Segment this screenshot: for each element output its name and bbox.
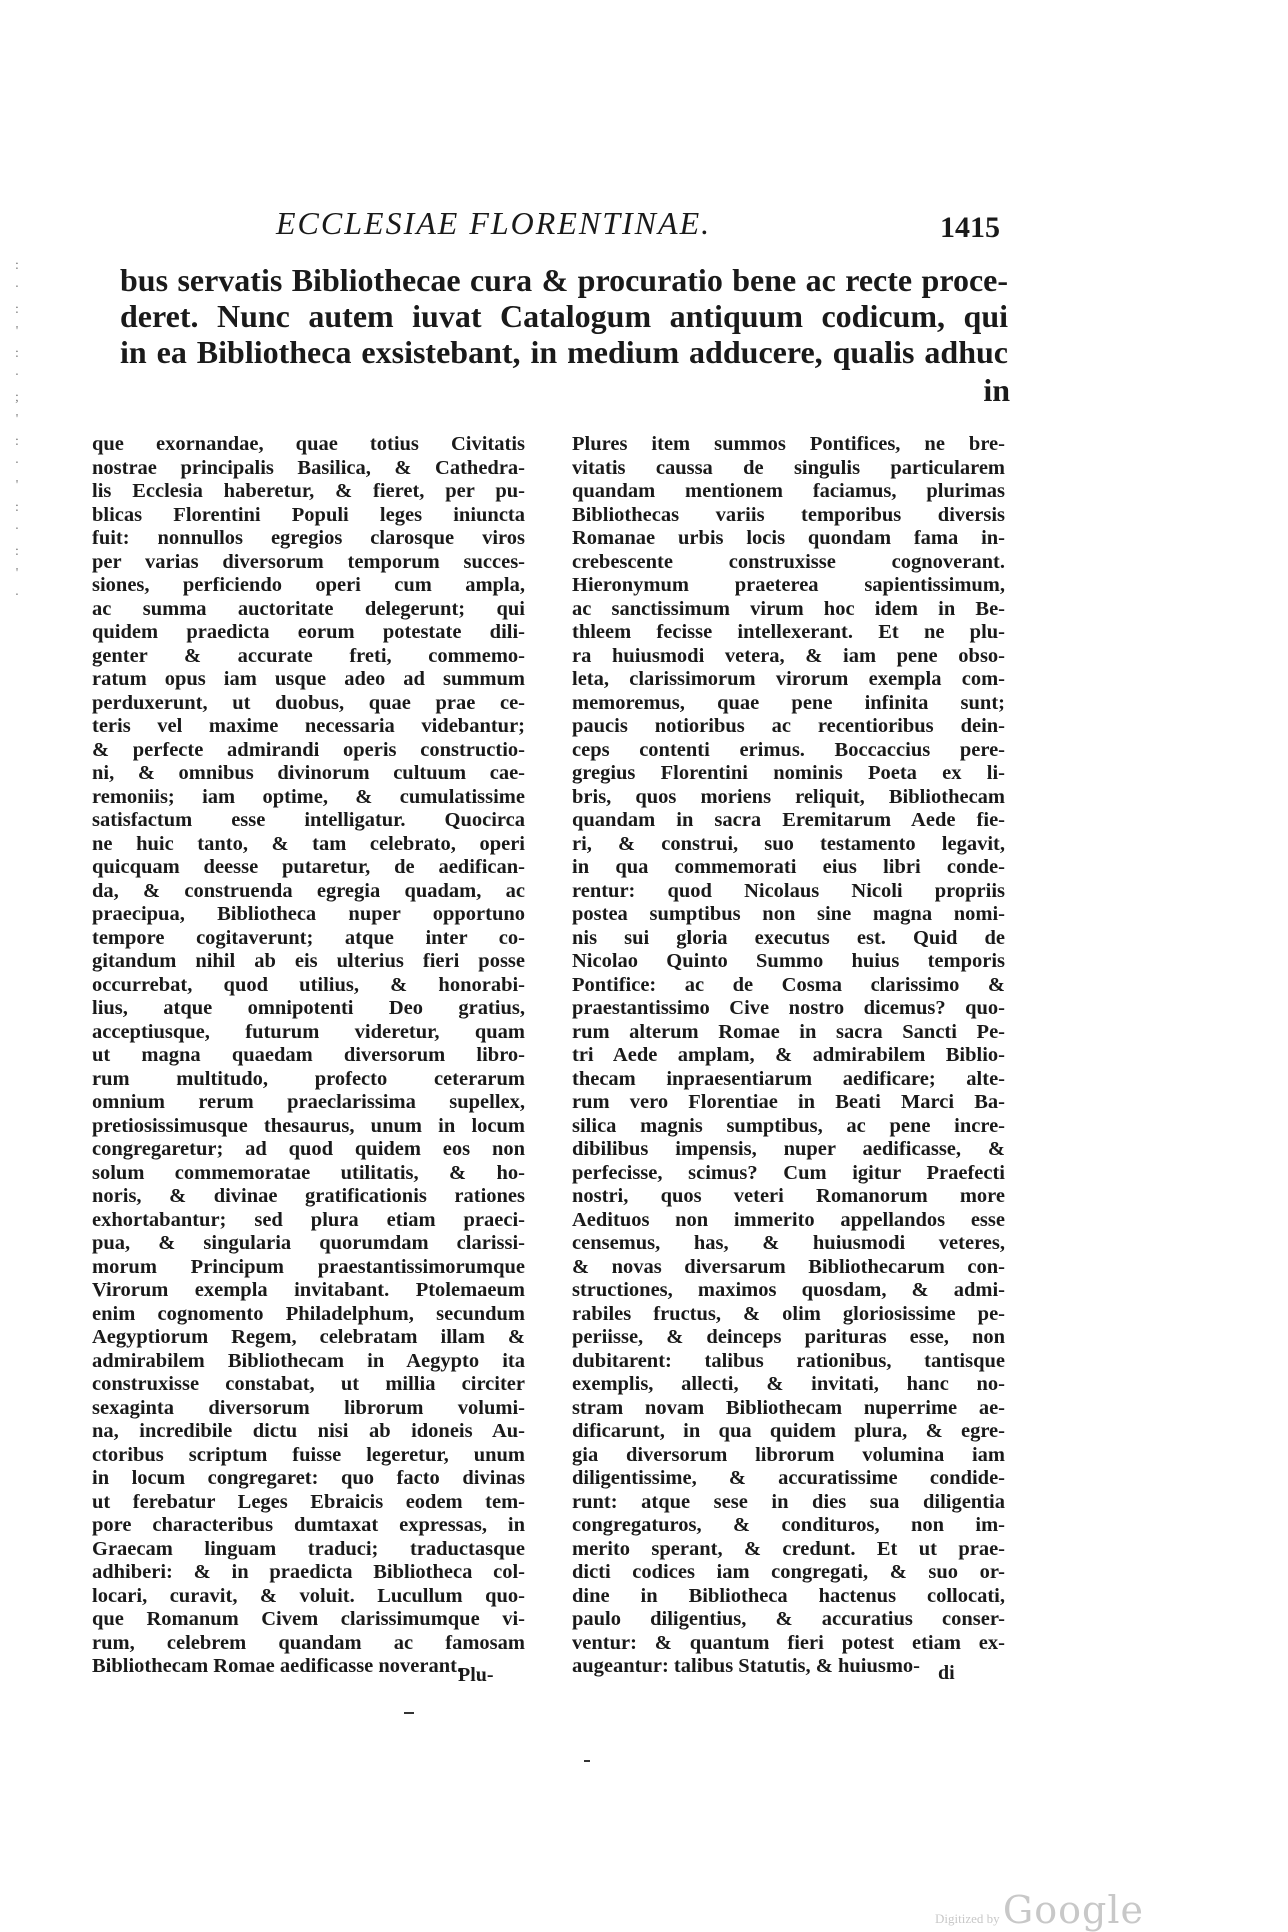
right-column-line: diligentissime, & accuratissime condide- [572,1467,1005,1489]
left-column-line: que Romanum Civem clarissimumque vi- [92,1608,525,1630]
left-column-line: quicquam deesse putaretur, de aedifican- [92,856,525,878]
left-column-line: noris, & divinae gratificationis rationes [92,1185,525,1207]
intro-line: in ea Bibliotheca exsistebant, in medium adducere, qualis adhuc [120,334,1008,370]
right-column-line: ac sanctissimum virum hoc idem in Be- [572,597,1005,620]
right-column-line: Aedituos non immerito appellandos esse [572,1208,1005,1231]
margin-mark: : [15,500,19,515]
intro-line: deret. Nunc autem iuvat Catalogum antiquum codicum, qui [120,298,1008,334]
left-column-line: fuit: nonnullos egregios clarosque viros [92,527,525,549]
left-column [92,433,525,1679]
left-column-line: ut magna quaedam diversorum libro- [92,1044,525,1066]
margin-mark: · [14,368,20,383]
right-column-line: leta, clarissimorum virorum exempla com- [572,668,1005,690]
left-column-line: Graecam linguam traduci; traductasque [92,1537,525,1560]
left-column-line: congregaretur; ad quod quidem eos non [92,1138,525,1160]
left-column-line: lius, atque omnipotenti Deo gratius, [92,997,525,1019]
margin-mark: · [14,456,20,471]
left-column-line: ratum opus iam usque adeo ad summum [92,668,525,690]
left-column-line: da, & construenda egregia quadam, ac [92,879,525,902]
right-column-line: dine in Bibliotheca hactenus collocati, [572,1584,1005,1607]
left-column-line: enim cognomento Philadelphum, secundum [92,1302,525,1325]
left-column-line: perduxerunt, ut duobus, quae prae ce- [92,691,525,714]
right-column-line: memoremus, quae pene infinita sunt; [572,691,1005,714]
left-column-line: per varias diversorum temporum succes- [92,550,525,573]
right-column-line: structiones, maximos quosdam, & admi- [572,1279,1005,1301]
page-header [276,205,1000,251]
left-column-line: pretiosissimusque thesaurus, unum in locum [92,1114,525,1137]
right-column-line: Bibliothecas variis temporibus diversis [572,503,1005,526]
right-column-line: runt: atque sese in dies sua diligentia [572,1490,1005,1513]
watermark-logo-text: Google [1002,1888,1144,1932]
left-column-line: Aegyptiorum Regem, celebratam illam & [92,1326,525,1348]
left-column-line: locari, curavit, & voluit. Lucullum quo- [92,1584,525,1607]
left-column-line: in locum congregaret: quo facto divinas [92,1467,525,1489]
margin-mark: ' [15,324,19,339]
right-column-line: dicti codices iam congregati, & suo or- [572,1561,1005,1583]
margin-mark: ; [15,390,19,405]
left-column-line: na, incredibile dictu nisi ab idoneis Au- [92,1420,525,1442]
right-column-line: crebescente construxisse cognoverant. [572,550,1005,573]
right-column-line: periisse, & deinceps parituras esse, non [572,1326,1005,1348]
right-column-line: merito sperant, & credunt. Et ut prae- [572,1537,1005,1560]
left-column-line: occurrebat, quod utilius, & honorabi- [92,973,525,996]
margin-mark: : [15,258,19,273]
right-column-line: exemplis, allecti, & invitati, hanc no- [572,1373,1005,1395]
left-column-line: tempore cogitaverunt; atque inter co- [92,926,525,949]
left-column-line: genter & accurate freti, commemo- [92,644,525,667]
left-column-line: solum commemoratae utilitatis, & ho- [92,1161,525,1184]
right-column-line: thecam inpraesentiarum aedificare; alte- [572,1067,1005,1090]
left-column-line: quidem praedicta eorum potestate dili- [92,621,525,643]
margin-mark: · [14,522,20,537]
left-column-line: & perfecte admirandi operis constructio- [92,738,525,761]
left-column-line: acceptiusque, futurum videretur, quam [92,1020,525,1043]
right-column [572,433,1005,1679]
right-column-line: nostri, quos veteri Romanorum more [572,1185,1005,1207]
right-column-line: Pontifice: ac de Cosma clarissimo & [572,973,1005,996]
left-column-line: gitandum nihil ab eis ulterius fieri posse [92,950,525,972]
left-column-line: ac summa auctoritate delegerunt; qui [92,597,525,620]
right-column-line: bris, quos moriens reliquit, Bibliothecam [572,785,1005,808]
left-column-line: ne huic tanto, & tam celebrato, operi [92,832,525,855]
margin-mark: : [15,544,19,559]
left-column-line: rum, celebrem quandam ac famosam [92,1631,525,1654]
left-column-line: satisfactum esse intelligatur. Quocirca [92,809,525,831]
left-column-line: admirabilem Bibliothecam in Aegypto ita [92,1349,525,1372]
right-column-line: dificarunt, in qua quidem plura, & egre- [572,1420,1005,1442]
right-column-line: congregaturos, & condituros, non im- [572,1514,1005,1536]
right-column-line: rum alterum Romae in sacra Sancti Pe- [572,1020,1005,1043]
left-column-line: siones, perficiendo operi cum ampla, [92,574,525,596]
left-column-line: remoniis; iam optime, & cumulatissime [92,785,525,808]
right-column-line: & novas diversarum Bibliothecarum con- [572,1255,1005,1278]
left-column-line: blicas Florentini Populi leges iniuncta [92,503,525,526]
margin-mark: · [14,280,20,295]
left-column-line: construxisse constabat, ut millia circiter [92,1373,525,1395]
right-column-line: gia diversorum librorum volumina iam [572,1443,1005,1466]
right-column-line: thleem fecisse intellexerant. Et ne plu- [572,621,1005,643]
right-column-line: ra huiusmodi vetera, & iam pene obso- [572,644,1005,667]
left-column-line: sexaginta diversorum librorum volumi- [92,1396,525,1419]
running-title: ECCLESIAE FLORENTINAE. [276,205,712,241]
left-column-line: exhortabantur; sed plura etiam praeci- [92,1208,525,1231]
left-column-line: rum multitudo, profecto ceterarum [92,1067,525,1090]
right-column-line: augeantur: talibus Statutis, & huiusmo- [572,1655,920,1677]
right-column-line: rabiles fructus, & olim gloriosissime pe- [572,1302,1005,1325]
right-catchword: di [938,1662,955,1684]
margin-mark: ' [15,412,19,427]
margin-bleed-marks [4,255,30,615]
left-column-line: que exornandae, quae totius Civitatis [92,433,525,455]
left-column-line: teris vel maxime necessaria videbantur; [92,715,525,737]
margin-mark: ' [15,566,19,581]
right-column-line: dubitarent: talibus rationibus, tantisque [572,1349,1005,1372]
right-column-line: ri, & construi, suo testamento legavit, [572,832,1005,855]
right-column-line: rentur: quod Nicolaus Nicoli propriis [572,879,1005,902]
left-column-line: Bibliothecam Romae aedificasse noverant. [92,1655,463,1677]
digitized-watermark [935,1888,1195,1932]
right-column-line: vitatis caussa de singulis particularem [572,456,1005,479]
margin-mark: : [15,346,19,361]
page-number: 1415 [940,211,1000,244]
left-column-line: lis Ecclesia haberetur, & fieret, per pu- [92,480,525,502]
left-column-line: ni, & omnibus divinorum cultuum cae- [92,762,525,784]
margin-mark: : [15,302,19,317]
margin-mark: · [14,588,20,603]
right-column-line: gregius Florentini nominis Poeta ex li- [572,762,1005,784]
right-column-line: Plures item summos Pontifices, ne bre- [572,433,1005,455]
intro-last-word: in [983,372,1010,408]
left-column-line: ctoribus scriptum fuisse legeretur, unum [92,1443,525,1466]
right-column-line: silica magnis sumptibus, ac pene incre- [572,1114,1005,1137]
right-column-line: stram novam Bibliothecam nuperrime ae- [572,1396,1005,1419]
right-column-line: paulo diligentius, & accuratius conser- [572,1608,1005,1630]
left-column-line: ut ferebatur Leges Ebraicis eodem tem- [92,1490,525,1513]
right-column-line: dibilibus impensis, nuper aedificasse, & [572,1138,1005,1160]
right-column-line: ceps contenti erimus. Boccaccius pere- [572,738,1005,761]
intro-paragraph [120,262,1008,370]
left-column-line: pua, & singularia quorumdam clarissi- [92,1232,525,1254]
left-catchword: Plu- [458,1664,494,1686]
right-column-line: tri Aede amplam, & admirabilem Biblio- [572,1044,1005,1066]
left-column-line: adhiberi: & in praedicta Bibliotheca col- [92,1561,525,1583]
left-column-line: pore characteribus dumtaxat expressas, in [92,1514,525,1536]
right-column-line: nis sui gloria executus est. Quid de [572,926,1005,949]
rule-mark [584,1760,590,1762]
right-column-line: Nicolao Quinto Summo huius temporis [572,950,1005,972]
right-column-line: quandam mentionem faciamus, plurimas [572,480,1005,502]
right-column-line: censemus, has, & huiusmodi veteres, [572,1232,1005,1254]
right-column-line: quandam in sacra Eremitarum Aede fie- [572,809,1005,831]
left-column-line: morum Principum praestantissimorumque [92,1255,525,1278]
right-column-line: Hieronymum praeterea sapientissimum, [572,574,1005,596]
left-column-line: Virorum exempla invitabant. Ptolemaeum [92,1279,525,1301]
right-column-line: praestantissimo Cive nostro dicemus? quo- [572,997,1005,1019]
margin-mark: : [15,434,19,449]
left-column-line: omnium rerum praeclarissima supellex, [92,1091,525,1113]
right-column-line: ventur: & quantum fieri potest etiam ex- [572,1631,1005,1654]
right-column-line: rum vero Florentiae in Beati Marci Ba- [572,1091,1005,1113]
left-column-line: nostrae principalis Basilica, & Cathedra- [92,456,525,479]
intro-line: bus servatis Bibliothecae cura & procuratio bene ac recte proce- [120,262,1008,298]
right-column-line: postea sumptibus non sine magna nomi- [572,903,1005,925]
left-column-line: praecipua, Bibliotheca nuper opportuno [92,903,525,925]
right-column-line: in qua commemorati eius libri conde- [572,856,1005,878]
right-column-line: Romanae urbis locis quondam fama in- [572,527,1005,549]
margin-mark: ' [15,478,19,493]
right-column-line: paucis notioribus ac recentioribus dein- [572,715,1005,737]
watermark-small-text: Digitized by [935,1911,1000,1926]
right-column-line: perfecisse, scimus? Cum igitur Praefecti [572,1161,1005,1184]
rule-mark [404,1712,414,1714]
